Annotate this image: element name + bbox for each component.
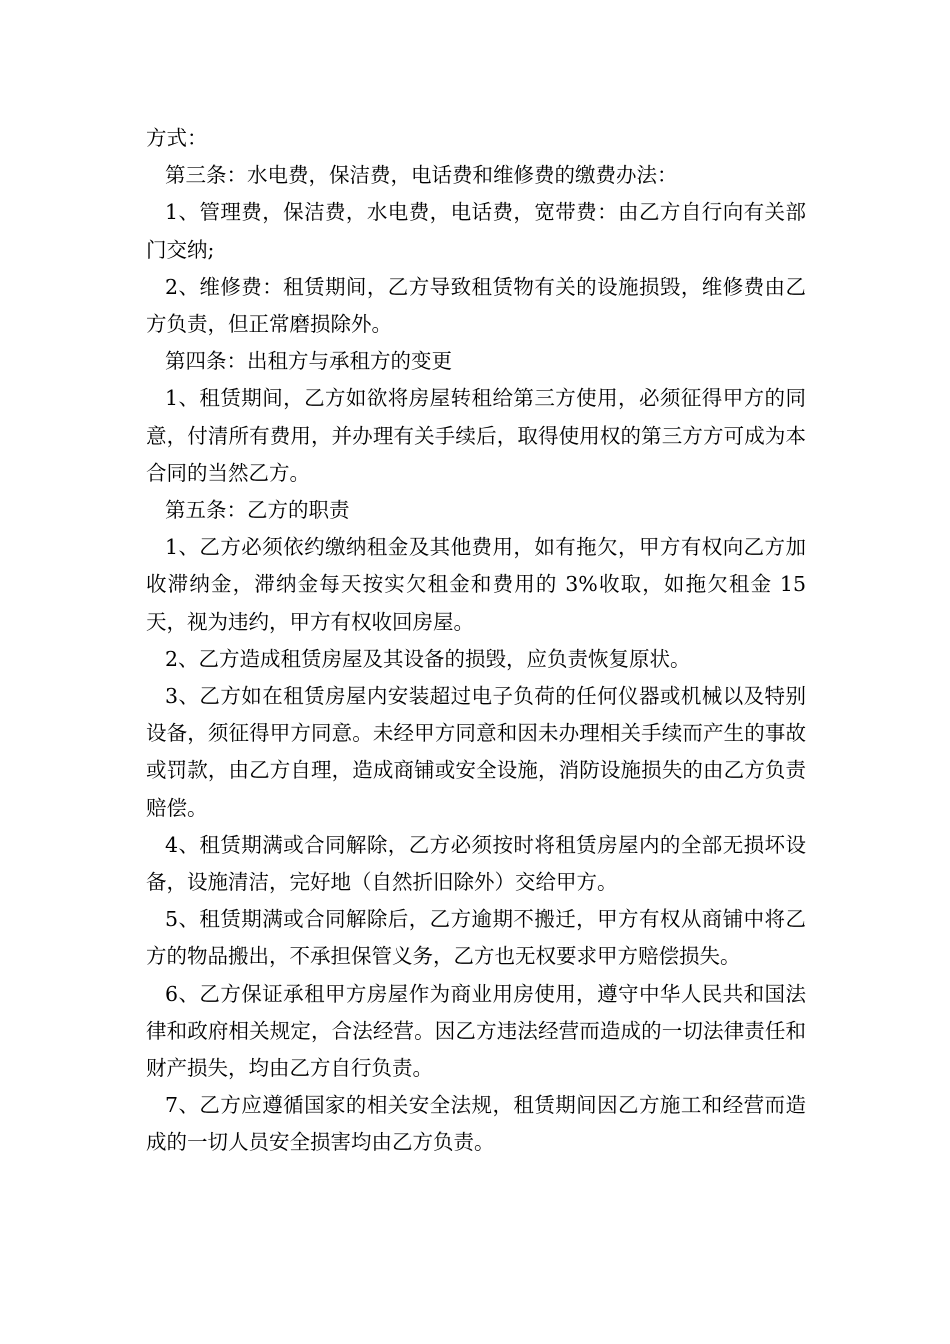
article-3-heading: 第三条：水电费，保洁费，电话费和维修费的缴费办法： — [165, 163, 678, 188]
article-5-item-1: 1、乙方必须依约缴纳租金及其他费用，如有拖欠，甲方有权向乙方加收滞纳金，滞纳金每天按实欠租金和费用的 3%收取，如拖欠租金 15 天，视为违约，甲方有权收回房屋。 — [146, 535, 806, 634]
article-4-heading: 第四条：出租方与承租方的变更 — [165, 349, 452, 374]
article-5-heading: 第五条：乙方的职责 — [165, 498, 350, 523]
paragraph-continuation: 方式： — [146, 126, 208, 150]
article-3-item-1: 1、管理费，保洁费，水电费，电话费，宽带费：由乙方自行向有关部门交纳; — [146, 200, 806, 262]
article-5-item-7: 7、乙方应遵循国家的相关安全法规，租赁期间因乙方施工和经营而造成的一切人员安全损害均由乙方负责。 — [146, 1093, 806, 1155]
article-4-item-1: 1、租赁期间，乙方如欲将房屋转租给第三方使用，必须征得甲方的同意，付清所有费用，并办理有关手续后，取得使用权的第三方方可成为本合同的当然乙方。 — [146, 386, 806, 485]
article-5-item-6: 6、乙方保证承租甲方房屋作为商业用房使用，遵守中华人民共和国法律和政府相关规定，合法经营。因乙方违法经营而造成的一切法律责任和财产损失，均由乙方自行负责。 — [146, 981, 806, 1081]
article-5-item-4: 4、租赁期满或合同解除，乙方必须按时将租赁房屋内的全部无损坏设备，设施清洁，完好地（自然折旧除外）交给甲方。 — [146, 832, 806, 895]
article-5-item-3: 3、乙方如在租赁房屋内安装超过电子负荷的任何仪器或机械以及特别设备，须征得甲方同意。未经甲方同意和因未办理相关手续而产生的事故或罚款，由乙方自理，造成商铺或安全设施，消防设施损失的由乙方负责赔偿。 — [146, 684, 806, 820]
article-5-item-5: 5、租赁期满或合同解除后，乙方逾期不搬迁，甲方有权从商铺中将乙方的物品搬出，不承担保管义务，乙方也无权要求甲方赔偿损失。 — [146, 907, 806, 969]
article-3-item-2: 2、维修费：租赁期间，乙方导致租赁物有关的设施损毁，维修费由乙方负责，但正常磨损除外。 — [146, 274, 806, 337]
document-body — [146, 120, 806, 1162]
article-5-item-2: 2、乙方造成租赁房屋及其设备的损毁，应负责恢复原状。 — [165, 646, 691, 671]
